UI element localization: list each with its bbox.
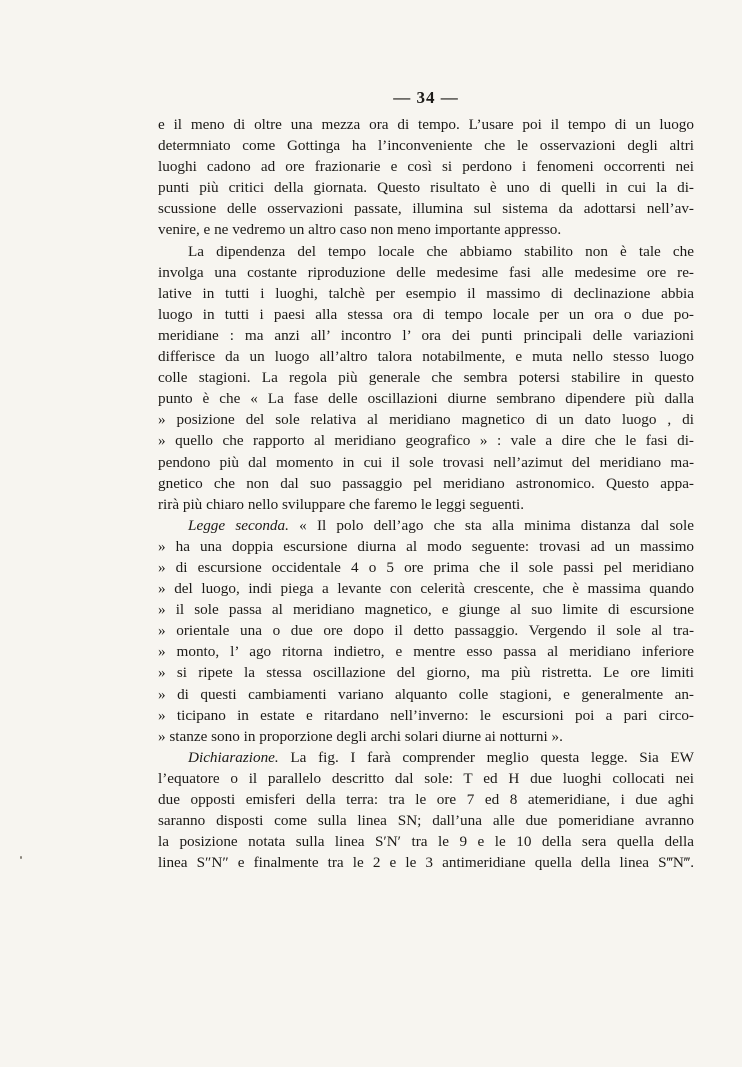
text-line: l’equatore o il parallelo descritto dal sole: T ed H due luoghi collocati nei bbox=[158, 769, 694, 787]
text-line: gnetico che non dal suo passaggio pel meridiano astronomico. Questo appa- bbox=[158, 474, 694, 492]
text-line: » di escursione occidentale 4 o 5 ore prima che il sole passi pel meridiano bbox=[158, 558, 694, 576]
text-line: » posizione del sole relativa al meridiano magnetico di un dato luogo , di bbox=[158, 411, 694, 429]
text-line: scussione delle osservazioni passate, illumina sul sistema da adottarsi nell’av- bbox=[158, 200, 694, 218]
text-line: meridiane : ma anzi all’ incontro l’ ora dei punti principali delle variazioni bbox=[158, 326, 694, 344]
page-number: — 34 — bbox=[393, 88, 459, 107]
text-line: determniato come Gottinga ha l’inconveniente che le osservazioni degli altri bbox=[158, 137, 694, 155]
text-line: » ha una doppia escursione diurna al modo seguente: trovasi ad un massimo bbox=[158, 537, 694, 555]
text-line: colle stagioni. La regola più generale che sembra potersi stabilire in questo bbox=[158, 369, 694, 387]
text-line: punto è che « La fase delle oscillazioni diurne sembrano dipendere più dalla bbox=[158, 390, 694, 408]
body-text bbox=[158, 114, 694, 873]
text-line: luogo in tutti i paesi alla stessa ora di tempo locale per un ora o due po- bbox=[158, 305, 694, 323]
text-line: involga una costante riproduzione delle medesime fasi alle medesime ore re- bbox=[158, 263, 694, 281]
text-line: La dipendenza del tempo locale che abbiamo stabilito non è tale che bbox=[188, 242, 694, 260]
text-line: pendono più dal momento in cui il sole trovasi nell’azimut del meridiano ma- bbox=[158, 453, 694, 471]
text-line: » orientale una o due ore dopo il detto passaggio. Vergendo il sole al tra- bbox=[158, 622, 694, 640]
line-text: « Il polo dell’ago che sta alla minima distanza dal sole bbox=[288, 516, 694, 534]
text-line: punti più critici della giornata. Questo risultato è uno di quelli in cui la di- bbox=[158, 179, 694, 197]
italic-heading: Legge seconda. bbox=[188, 516, 289, 534]
text-line: linea S″N″ e finalmente tra le 2 e le 3 antimeridiane quella della linea S‴N‴. bbox=[158, 854, 694, 872]
text-line: » quello che rapporto al meridiano geografico » : vale a dire che le fasi di- bbox=[158, 432, 694, 450]
text-line: luoghi cadono ad ore frazionarie e così si perdono i fenomeni occorrenti nei bbox=[158, 158, 694, 176]
text-line: » si ripete la stessa oscillazione del giorno, ma più ristretta. Le ore limiti bbox=[158, 664, 694, 682]
text-line: » il sole passa al meridiano magnetico, e giunge al suo limite di escursione bbox=[158, 601, 694, 619]
text-line: rirà più chiaro nello sviluppare che faremo le leggi seguenti. bbox=[158, 495, 525, 513]
text-line: » del luogo, indi piega a levante con celerità crescente, che è massima quando bbox=[158, 580, 694, 598]
text-line: e il meno di oltre una mezza ora di tempo. L’usare poi il tempo di un luogo bbox=[158, 116, 694, 133]
italic-heading: Dichiarazione. bbox=[188, 748, 279, 766]
text-line: lative in tutti i luoghi, talchè per esempio il massimo di declinazione abbia bbox=[158, 284, 694, 302]
paper-speck bbox=[20, 856, 22, 859]
text-line: venire, e ne vedremo un altro caso non meno importante appresso. bbox=[158, 221, 562, 239]
text-line bbox=[158, 747, 694, 768]
text-line: » monto, l’ ago ritorna indietro, e mentre esso passa al meridiano inferiore bbox=[158, 643, 694, 661]
text-line: » stanze sono in proporzione degli archi solari diurne ai notturni ». bbox=[158, 727, 563, 745]
text-line: la posizione notata sulla linea S′N′ tra le 9 e le 10 della sera quella della bbox=[158, 833, 694, 851]
text-line: » di questi cambiamenti variano alquanto colle stagioni, e generalmente an- bbox=[158, 685, 694, 703]
text-line: » ticipano in estate e ritardano nell’inverno: le escursioni poi a pari circo- bbox=[158, 706, 694, 724]
text-line bbox=[158, 515, 694, 536]
text-line: differisce da un luogo all’altro talora notabilmente, e muta nello stesso luogo bbox=[158, 348, 694, 366]
line-text: La fig. I farà comprender meglio questa legge. Sia EW bbox=[278, 748, 694, 766]
text-line: due opposti emisferi della terra: tra le ore 7 ed 8 atemeridiane, i due aghi bbox=[158, 791, 694, 808]
text-line: saranno disposti come sulla linea SN; dall’una alle due pomeridiane avranno bbox=[158, 812, 694, 830]
